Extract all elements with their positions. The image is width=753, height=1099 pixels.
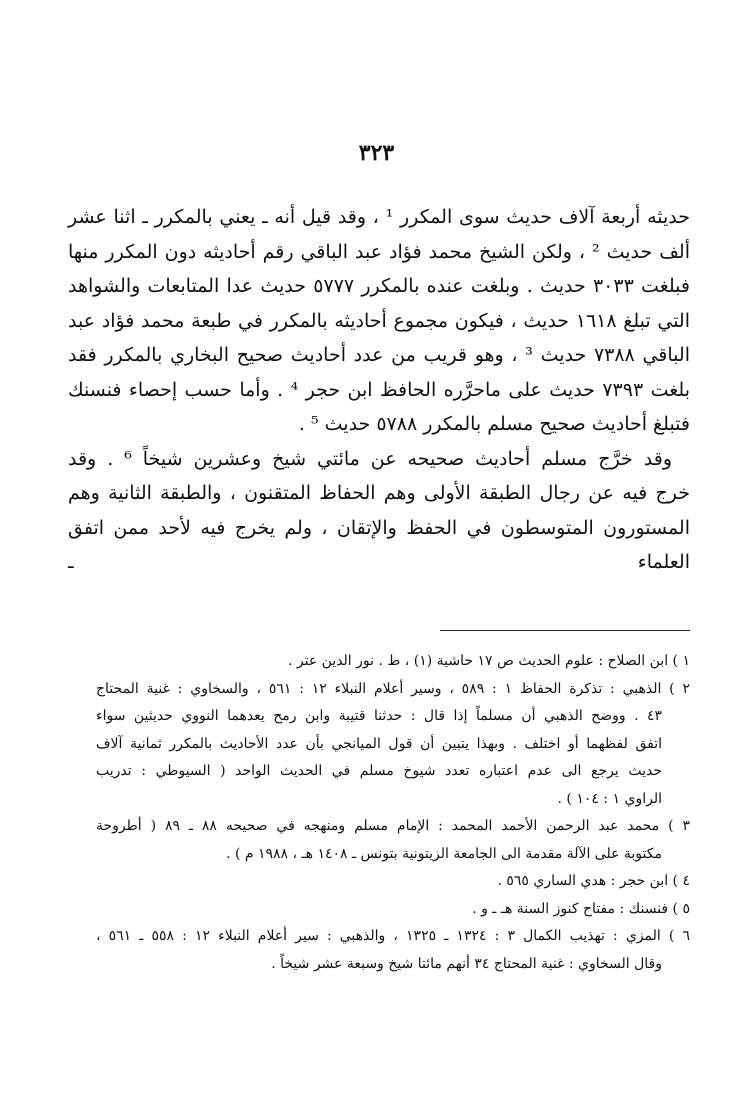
body-line: ألف حديث ² ، ولكن الشيخ محمد فؤاد عبد الباقي رقم أحاديثه دون المكرر منها [68, 240, 690, 263]
footnote-line: ١ ) ابن الصلاح : علوم الحديث ص ١٧ حاشية (١) ، ط . نور الدين عتر . [287, 653, 690, 669]
body-line: المستورون المتوسطون في الحفظ والإتقان ، ولم يخرج فيه لأحد ممن اتفق العلماء ـ [68, 516, 690, 573]
body-line: حديثه أربعة آلاف حديث سوى المكرر ¹ ، وقد قيل أنه ـ يعني بالمكرر ـ اثنا عشر [68, 206, 690, 228]
footnote-1 [96, 648, 690, 676]
body-line: خرج فيه عن رجال الطبقة الأولى وهم الحفاظ المتقنون ، والطبقة الثانية وهم [68, 482, 690, 504]
page-number: ٣٢٣ [358, 140, 395, 166]
footnote-5 [96, 896, 690, 924]
body-line: وقد خرَّج مسلم أحاديث صحيحه عن مائتي شيخ وعشرين شيخاً ⁶ . وقد [68, 447, 672, 470]
footnote-2 [96, 676, 690, 814]
footnote-6 [96, 923, 690, 978]
footnote-line: ٣ ) محمد عبد الرحمن الأحمد المحمد : الإمام مسلم ومنهجه في صحيحه ٨٨ ـ ٨٩ ( أطروحة [96, 818, 690, 834]
footnote-line: وقال السخاوي : غنية المحتاج ٣٤ أنهم مائتا شيخ وسبعة عشر شيخاً . [271, 955, 662, 972]
footnotes [96, 648, 690, 978]
footnote-4 [96, 868, 690, 896]
body-line: بلغت ٧٣٩٣ حديث على ماحرَّره الحافظ ابن حجر ⁴ . وأما حسب إحصاء فنسنك [68, 378, 690, 401]
footnote-3 [96, 813, 690, 868]
body-line: فبلغت ٣٠٣٣ حديث . وبلغت عنده بالمكرر ٥٧٧٧ حديث عدا المتابعات والشواهد [68, 275, 690, 297]
footnote-line: ٦ ) المزي : تهذيب الكمال ٣ : ١٣٢٤ ـ ١٣٢٥ ، والذهبي : سير أعلام النبلاء ١٢ : ٥٥٨ ـ ٥٦١ ، [96, 928, 690, 944]
footnote-line: مكتوبة على الآلة مقدمة الى الجامعة الزيتونية بتونس ـ ١٤٠٨ هـ ، ١٩٨٨ م ) . [226, 845, 662, 862]
footnote-line: ٤ ) ابن حجر : هدي الساري ٥٦٥ . [497, 873, 690, 889]
footnote-line: الراوي ١ : ١٠٤ ) . [557, 790, 662, 807]
footnote-line: ٤٣ . ووضح الذهبي أن مسلماً إذا قال : حدثنا قتيبة وابن رمح يعدهما النووي حديثين سواء [96, 708, 662, 724]
footnote-line: اتفق لفظهما أو اختلف . وبهذا يتبين أن قول الميانجي بأن عدد الأحاديث بالمكرر ثمانية آلاف [96, 735, 662, 752]
body-line: فتبلغ أحاديث صحيح مسلم بالمكرر ٥٧٨٨ حديث ⁵ . [298, 413, 690, 435]
body-line: الباقي ٧٣٨٨ حديث ³ ، وهو قريب من عدد أحاديث صحيح البخاري بالمكرر فقد [68, 344, 690, 366]
footnote-divider [440, 630, 690, 631]
body-line: التي تبلغ ١٦١٨ حديث ، فيكون مجموع أحاديثه بالمكرر في طبعة محمد فؤاد عبد [68, 309, 691, 332]
main-text [68, 200, 690, 580]
footnote-line: حديث يرجع الى عدم اعتباره تعدد شيوخ مسلم في الحديث الواحد ( السيوطي : تدريب [96, 763, 662, 779]
footnote-line: ٢ ) الذهبي : تذكرة الحفاظ ١ : ٥٨٩ ، وسير أعلام النبلاء ١٢ : ٥٦١ ، والسخاوي : غنية المحتاج [96, 680, 690, 697]
footnote-line: ٥ ) فنسنك : مفتاح كنوز السنة هـ ـ و . [472, 900, 690, 917]
